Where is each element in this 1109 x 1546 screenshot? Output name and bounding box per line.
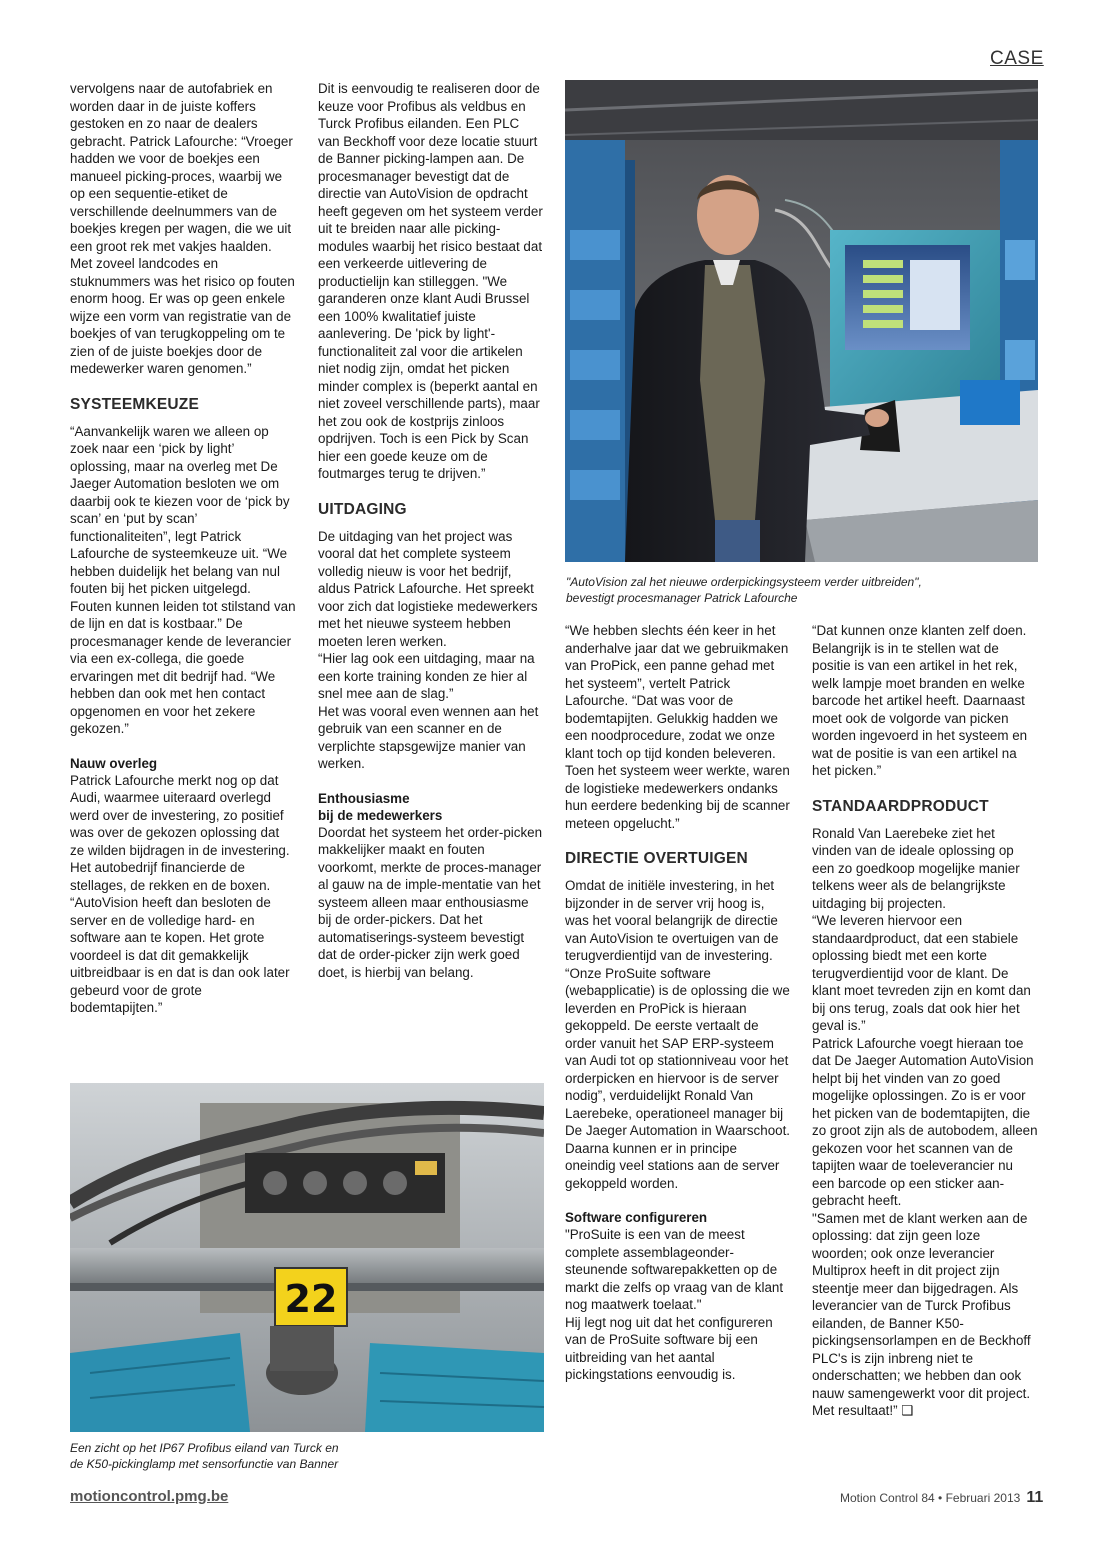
body-paragraph: “Onze ProSuite software (webapplicatie) is de oplossing die we leverden en ProPick is hieraan gekoppeld. De eerste vertaalt de order vanuit het SAP ERP-systeem van Audi tot op stationniveau voor het orderpicken en hiervoor is de server nodig”, verduidelijkt Ronald Van Laerebeke, operationeel manager bij De Jaeger Automation in Waarschoot. Daarna kunnen er in principe oneindig veel stations aan de server gekoppeld worden. [565, 965, 791, 1191]
body-paragraph: Patrick Lafourche merkt nog op dat Audi, waarmee uiteraard overlegd werd over de investering, zo positief was over de gekozen oplossing dat ze wilden bijdragen in de investering. Het autobedrijf financierde de stellages, de rekken en de boxen. “AutoVision heeft dan besloten de server en de volledige hard- en software aan te kopen. Het grote voordeel is dat dit gemakkelijk uitbreidbaar is en dat is dan ook later gebeurd voor de grote bodemtapijten.” [70, 772, 290, 1015]
body-paragraph: Ronald Van Laerebeke ziet het vinden van de ideale oplossing op een zo goedkoop mogelijke manier telkens weer als de belangrijkste uitdaging bij projecten. [812, 825, 1020, 911]
subheading-enthousiasme: Enthousiasme [318, 790, 410, 806]
issue-info [840, 1489, 1043, 1507]
caption-line: de K50-pickinglamp met sensorfunctie van Banner [70, 1457, 339, 1471]
body-paragraph: “Dat kunnen onze klanten zelf doen. Belangrijk is in te stellen wat de positie is van een artikel in het rek, welk lampje moet branden en welke barcode het artikel heeft. Daarnaast moet ook de volgorde van picken worden ingevoerd in het systeem en wat de positie is van een artikel na het picken.” [812, 623, 1028, 778]
photo-profibus-island [70, 1083, 544, 1432]
body-paragraph: Dit is eenvoudig te realiseren door de keuze voor Profibus als veldbus en Turck Profibus eilanden. Een PLC van Beckhoff voor deze locatie stuurt de Banner picking-lampen aan. De procesmanager bevestigt dat de directie van AutoVision de opdracht heeft gegeven om het systeem verder uit te breiden naar alle picking-modules waarbij het risico bestaat dat een verkeerde uitlevering de productielijn kan stilleggen. "We garanderen onze klant Audi Brussel een 100% kwalitatief juiste aanlevering. De 'pick by light'-functionaliteit zal voor die artikelen niet nodig zijn, omdat het picken minder complex is (beperkt aantal en niet zoveel verschillende parts), maar het zou ook de kostprijs zinloos opdrijven. Toch is een Pick by Scan hier een goede keuze om de foutmarges terug te drijven.” [318, 81, 543, 481]
body-paragraph: vervolgens naar de autofabriek en worden daar in de juiste koffers gestoken en zo naar de dealers gebracht. Patrick Lafourche: “Vroeger hadden we voor de boekjes een manueel picking-proces, waarbij we op een sequentie-etiket de verschillende deelnummers van de boekjes kregen per wagen, die we uit een groot rek met vakjes haalden. Met zoveel landcodes en stuknummers was het risico op fouten enorm hoog. Er was op geen enkele wijze een vorm van registratie van de boekjes of van terugkoppeling om te zien of de juiste boekjes door de medewerker waren genomen.” [70, 81, 295, 376]
profibus-photo [70, 1083, 544, 1432]
photo-procesmanager [565, 80, 1038, 562]
issue-label: Motion Control 84 • Februari 2013 [840, 1491, 1021, 1505]
body-paragraph: “Hier lag ook een uitdaging, maar na een korte training konden ze hier al snel mee aan de slag.” [318, 651, 535, 701]
caption-line: "AutoVision zal het nieuwe orderpickingsysteem verder uitbreiden", [566, 575, 922, 589]
website-link[interactable]: motioncontrol.pmg.be [70, 1488, 229, 1505]
photo-caption-bottom [70, 1440, 544, 1472]
heading-directie-overtuigen: DIRECTIE OVERTUIGEN [565, 850, 748, 867]
body-paragraph: Patrick Lafourche voegt hieraan toe dat De Jaeger Automation AutoVision helpt bij het vinden van zo goed mogelijke oplossingen. Zo is er voor het picken van de bodemtapijten, die zo groot zijn als de autobodem, alleen gekozen voor het scannen van de tapijten waar de toeleverancier nu een barcode op een sticker aan-gebracht heeft. [812, 1035, 1038, 1208]
body-paragraph: “We hebben slechts één keer in het anderhalve jaar dat we gebruikmaken van ProPick, een panne gehad met het systeem”, vertelt Patrick Lafourche. “Dat was voor de bodemtapijten. Gelukkig hadden we een noodprocedure, zodat we onze klant toch op tijd konden beleveren. Toen het systeem weer werkte, waren de logistieke medewerkers ondanks hun eerdere bedenking bij de scanner meteen opgelucht.” [565, 623, 790, 831]
subheading-software-configureren: Software configureren [565, 1210, 708, 1225]
column-4 [812, 622, 1038, 1420]
body-paragraph: “We leveren hiervoor een standaardproduct, dat een stabiele oplossing biedt met een korte terugverdientijd voor de klant. De klant moet tevreden zijn en komt dan bij ons terug, zoals dat ook hier het geval is.” [812, 913, 1031, 1033]
body-paragraph: Hij legt nog uit dat het configureren van de ProSuite software bij een uitbreiding van het aantal pickingstations eenvoudig is. [565, 1314, 773, 1382]
page-number: 11 [1026, 1489, 1044, 1506]
body-paragraph: De uitdaging van het project was vooral dat het complete systeem volledig nieuw is voor het bedrijf, aldus Patrick Lafourche. Het spreekt voor zich dat logistieke medewerkers met het nieuwe systeem hebben moeten leren werken. [318, 528, 538, 649]
number-label: 22 [284, 1277, 338, 1321]
caption-line: bevestigt procesmanager Patrick Lafourche [566, 591, 798, 605]
subheading-medewerkers: bij de medewerkers [318, 807, 443, 823]
section-label: CASE [990, 48, 1044, 69]
subheading-nauw-overleg: Nauw overleg [70, 755, 158, 771]
caption-line: Een zicht op het IP67 Profibus eiland van Turck en [70, 1441, 339, 1455]
heading-standaardproduct: STANDAARDPRODUCT [812, 797, 989, 815]
body-paragraph: "Samen met de klant werken aan de oplossing: dat zijn geen loze woorden; ook onze leverancier Multiprox heeft in dit project zijn steentje meer dan bijgedragen. Als leverancier van de Turck Profibus eilanden, de Banner K50-pickingsensorlampen en de Beckhoff PLC's is zijn inbreng niet te onderschatten; we hebben dan ook nauw samengewerkt voor dit project. Met resultaat!” ❑ [812, 1210, 1031, 1418]
column-3 [565, 622, 791, 1384]
warehouse-photo [565, 80, 1038, 562]
body-paragraph: "ProSuite is een van de meest complete assemblageonder-steunende softwarepakketten op de markt die zelfs op vraag van de klant nog maatwerk toelaat." [565, 1227, 784, 1312]
body-paragraph: Omdat de initiële investering, in het bijzonder in de server vrij hoog is, was het vooral belangrijk de directie van AutoVision te overtuigen van de terugverdientijd van de investering. [565, 878, 779, 963]
photo-caption-top [566, 574, 1036, 606]
heading-systeemkeuze: SYSTEEMKEUZE [70, 395, 200, 413]
body-paragraph: “Aanvankelijk waren we alleen op zoek naar een ‘pick by light’ oplossing, maar na overleg met De Jaeger Automation besloten we om daarbij ook te kiezen voor de ‘pick by scan’ en ‘put by scan’ functionaliteiten”, legt Patrick Lafourche de systeemkeuze uit. “We hebben duidelijk het belang van nul fouten bij het picken uitgelegd. Fouten kunnen leiden tot stilstand van de lijn en dat is kostbaar.” De procesmanager kende de leverancier via een ex-collega, die goede ervaringen met dit bedrijf had. “We hebben dan ook met hen contact opgenomen en voor het zekere gekozen.” [70, 423, 296, 736]
heading-uitdaging: UITDAGING [318, 500, 407, 518]
body-paragraph: Het was vooral even wennen aan het gebruik van een scanner en de verplichte stapsgewijze manier van werken. [318, 703, 539, 771]
column-1 [70, 80, 296, 1017]
body-paragraph: Doordat het systeem het order-picken makkelijker maakt en fouten voorkomt, merkte de proces-manager al gauw na de imple-mentatie van het systeem alleen maar enthousiasme bij de order-pickers. Dat het automatiserings-systeem bevestigt dat de order-picker zijn werk goed doet, is hierbij van belang. [318, 824, 543, 980]
column-2 [318, 80, 544, 981]
